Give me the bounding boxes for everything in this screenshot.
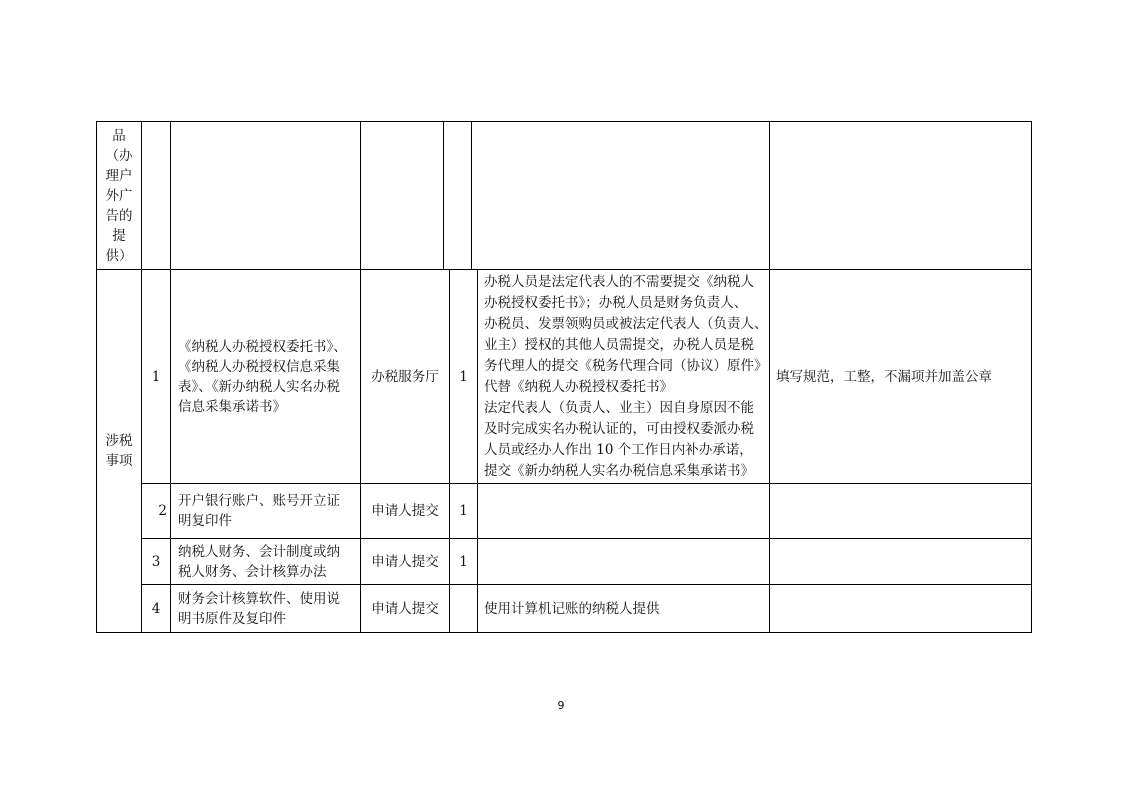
col-divider <box>443 121 444 270</box>
materials-cell: 《纳税人办税授权委托书》、 《纳税人办税授权信息采集 表》、《新办纳税人实名办税 信息采集承诺书》 <box>178 338 347 415</box>
materials-cell: 财务会计核算软件、使用说 明书原件及复印件 <box>178 590 340 627</box>
item-number: 4 <box>151 600 161 617</box>
table-border-right <box>1031 121 1032 633</box>
copies-cell: 1 <box>459 368 468 385</box>
category-cell: 品 （办 理户 外广 告的 提 供） <box>105 127 133 264</box>
requirement-cell: 填写规范，工整，不漏项并加盖公章 <box>776 368 992 385</box>
col-divider <box>170 121 171 633</box>
col-divider <box>477 269 478 633</box>
col-divider <box>769 121 770 633</box>
note-cell: 办税人员是法定代表人的不需要提交《纳税人 办税授权委托书》；办税人员是财务负责人、 办税员、发票领购员或被法定代表人（负责人、 业主）授权的其他人员需提交，办税人员是税 务代理人的提交《税务代理合同（协议）原件》 代替《纳税人办税授权委托书》 法定代表人（负责人、业主）因自身原因不能 及时完成实名办税认证的，可由授权委派办税 人员或经办人作出 10 个工作日内补办承诺， 提交《新办纳税人实名办税信息采集承诺书》 <box>484 274 768 479</box>
note-cell: 使用计算机记账的纳税人提供 <box>484 600 660 617</box>
col-divider <box>471 121 472 270</box>
item-number: 3 <box>151 553 161 570</box>
table-border-bottom <box>96 632 1032 633</box>
item-number: 2 <box>158 503 167 519</box>
table-border-top <box>96 121 1032 122</box>
source-cell: 申请人提交 <box>371 553 439 570</box>
page-number: 9 <box>557 699 565 712</box>
item-number: 1 <box>151 368 161 385</box>
source-cell: 申请人提交 <box>371 600 439 617</box>
copies-cell: 1 <box>459 553 468 570</box>
source-cell: 办税服务厅 <box>371 368 439 385</box>
copies-cell: 1 <box>459 503 468 519</box>
materials-cell: 纳税人财务、会计制度或纳 税人财务、会计核算办法 <box>178 543 340 580</box>
materials-cell: 开户银行账户、账号开立证 明复印件 <box>178 493 340 529</box>
category-cell: 涉税 事项 <box>105 433 133 469</box>
source-cell: 申请人提交 <box>371 503 439 519</box>
